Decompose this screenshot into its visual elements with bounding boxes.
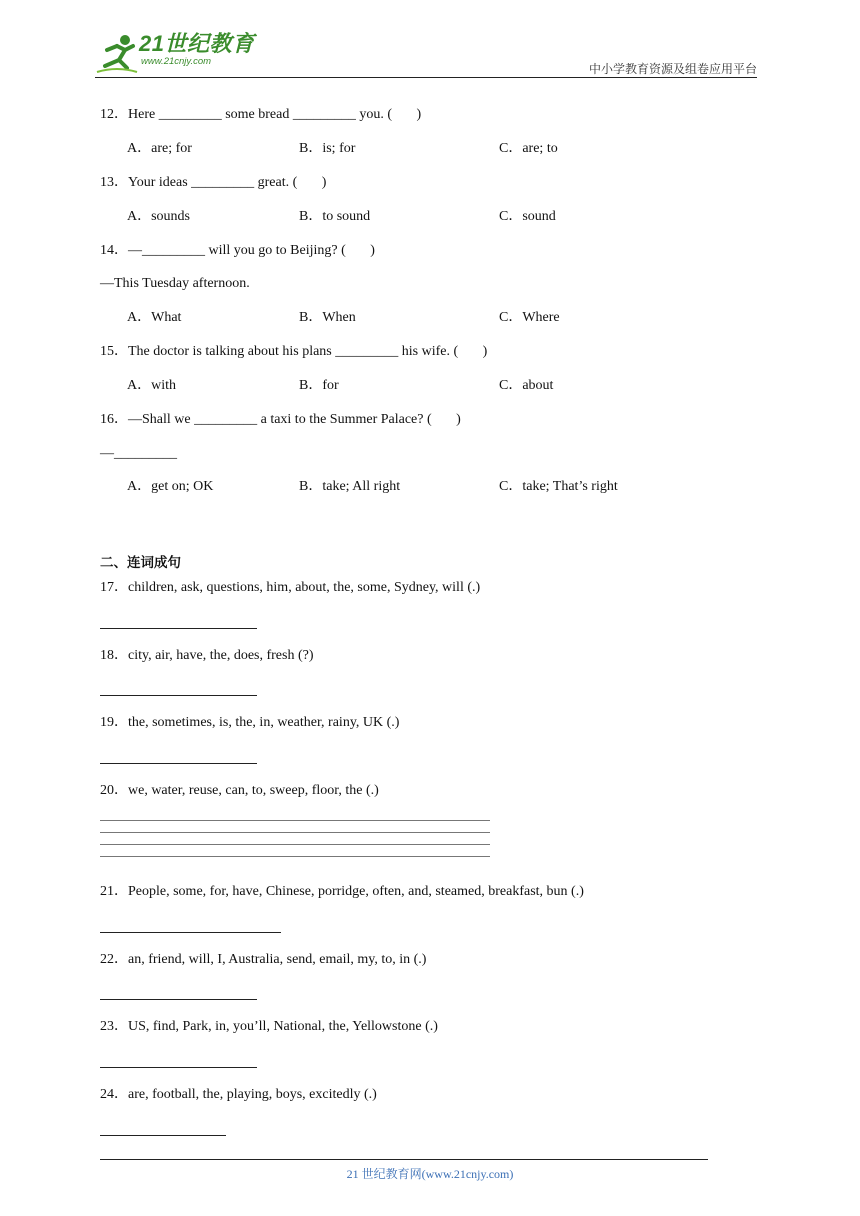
answer-line-18[interactable]: [100, 695, 257, 696]
option-14-a: A．What: [127, 310, 182, 325]
writing-line: [100, 832, 490, 833]
question-12: 12．Here _________ some bread _________ you. ( ): [100, 107, 422, 122]
writing-line: [100, 844, 490, 845]
question-17: 17．children, ask, questions, him, about, the, some, Sydney, will (.): [100, 580, 481, 595]
option-13-c: C．sound: [499, 209, 556, 224]
option-13-a: A．sounds: [127, 209, 191, 224]
question-14: 14．—_________ will you go to Beijing? ( ): [100, 243, 375, 258]
option-15-a: A．with: [127, 378, 176, 393]
logo-url-text: www.21cnjy.com: [141, 56, 212, 67]
answer-line-19[interactable]: [100, 763, 257, 764]
question-18: 18．city, air, have, the, does, fresh (?): [100, 648, 314, 663]
answer-line-24[interactable]: [100, 1135, 226, 1136]
answer-line-22[interactable]: [100, 999, 257, 1000]
question-16: 16．—Shall we _________ a taxi to the Summer Palace? ( ): [100, 412, 461, 427]
writing-lines-20[interactable]: [100, 820, 490, 868]
platform-name: 中小学教育资源及组卷应用平台: [588, 62, 757, 76]
option-15-c: C．about: [499, 378, 554, 393]
answer-line-17[interactable]: [100, 628, 257, 629]
option-16-c: C．take; That’s right: [499, 479, 618, 494]
logo-main-text: 21世纪教育: [139, 31, 255, 56]
option-14-c: C．Where: [499, 310, 560, 325]
option-13-b: B．to sound: [299, 209, 371, 224]
option-15-b: B．for: [299, 378, 339, 393]
option-12-b: B．is; for: [299, 141, 356, 156]
question-14-response: —This Tuesday afternoon.: [100, 276, 250, 291]
runner-logo-icon: [95, 32, 139, 76]
question-23: 23．US, find, Park, in, you’ll, National, the, Yellowstone (.): [100, 1019, 438, 1034]
answer-line-23[interactable]: [100, 1067, 257, 1068]
question-24: 24．are, football, the, playing, boys, excitedly (.): [100, 1087, 377, 1102]
section-title: 二、连词成句: [100, 555, 181, 571]
writing-line: [100, 856, 490, 857]
question-16-response: —_________: [100, 446, 177, 461]
option-14-b: B．When: [299, 310, 356, 325]
writing-line: [100, 820, 490, 821]
option-16-a: A．get on; OK: [127, 479, 214, 494]
option-12-c: C．are; to: [499, 141, 558, 156]
question-20: 20．we, water, reuse, can, to, sweep, floor, the (.): [100, 783, 379, 798]
option-12-a: A．are; for: [127, 141, 192, 156]
site-logo: [95, 32, 139, 76]
option-16-b: B．take; All right: [299, 479, 401, 494]
question-21: 21．People, some, for, have, Chinese, porridge, often, and, steamed, breakfast, bun (.): [100, 884, 584, 899]
footer-divider: [100, 1159, 708, 1160]
logo-text: [139, 32, 289, 68]
answer-line-21[interactable]: [100, 932, 281, 933]
page-header: [95, 30, 757, 78]
question-15: 15．The doctor is talking about his plans _________ his wife. ( ): [100, 344, 488, 359]
footer-link[interactable]: 21 世纪教育网(www.21cnjy.com): [346, 1167, 514, 1181]
question-19: 19．the, sometimes, is, the, in, weather, rainy, UK (.): [100, 715, 400, 730]
question-22: 22．an, friend, will, I, Australia, send, email, my, to, in (.): [100, 952, 427, 967]
question-13: 13．Your ideas _________ great. ( ): [100, 175, 327, 190]
header-divider: [95, 77, 757, 78]
